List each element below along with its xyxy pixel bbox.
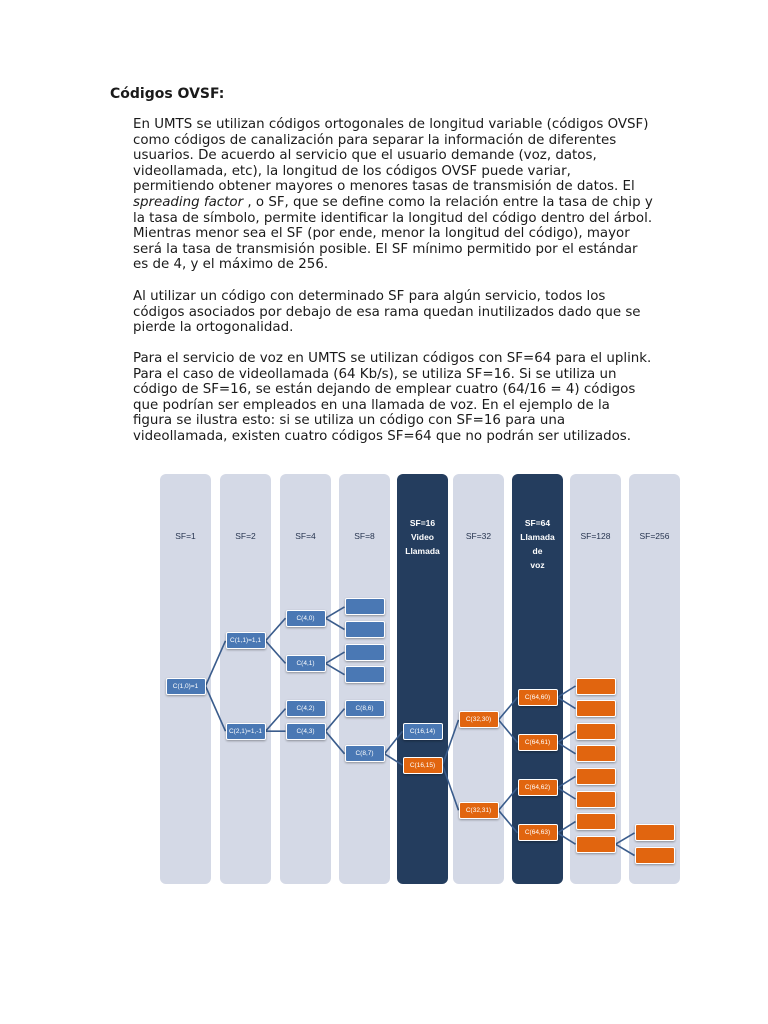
tree-edge — [206, 686, 226, 731]
code-node: C(16,15) — [403, 757, 443, 774]
column-label-line: SF=256 — [639, 531, 670, 541]
column-label-line: SF=8 — [354, 531, 375, 541]
code-node-unlabeled — [576, 745, 616, 762]
code-node: C(1,1)=1,1 — [226, 632, 266, 649]
tree-edge — [558, 822, 576, 833]
tree-edge — [558, 776, 576, 787]
tree-edge — [558, 788, 576, 799]
column-label-line: SF=4 — [295, 531, 316, 541]
code-node-unlabeled — [576, 791, 616, 808]
column-label-line: SF=32 — [465, 531, 492, 541]
tree-edge — [499, 697, 518, 720]
tree-edge — [266, 618, 286, 641]
code-node: C(64,60) — [518, 689, 558, 706]
code-node: C(64,63) — [518, 824, 558, 841]
code-node-unlabeled — [576, 723, 616, 740]
code-node-unlabeled — [345, 621, 385, 638]
tree-edge — [558, 697, 576, 708]
column-label-line: SF=2 — [235, 531, 256, 541]
column-label-line: SF=64 — [524, 518, 551, 528]
tree-edge — [499, 720, 518, 743]
tree-edge — [326, 663, 345, 674]
tree-edge — [206, 641, 226, 686]
paragraph-1-start: En UMTS se utilizan códigos ortogonales de longitud variable (códigos OVSF) como códigos de canalización para separar la información de diferentes usuarios. De acuerdo al servicio que el usuario demande (voz, datos, videollamada, etc), la longitud de los códigos OVSF puede variar, permitiendo obtener mayores o menores tasas de transmisión de datos. El — [133, 117, 649, 195]
tree-edge — [558, 833, 576, 844]
code-node-unlabeled — [345, 644, 385, 661]
code-node-unlabeled — [635, 847, 675, 864]
code-node-unlabeled — [576, 700, 616, 717]
code-node: C(2,1)=1,-1 — [226, 723, 266, 740]
code-node-unlabeled — [635, 824, 675, 841]
code-node: C(32,31) — [459, 802, 499, 819]
code-node: C(8,7) — [345, 745, 385, 762]
tree-edge — [616, 833, 635, 844]
code-node-unlabeled — [576, 768, 616, 785]
tree-edge — [385, 731, 403, 754]
tree-edge — [443, 720, 459, 765]
code-node: C(4,0) — [286, 610, 326, 627]
ovsf-tree-diagram — [160, 474, 680, 884]
code-node-unlabeled — [576, 678, 616, 695]
tree-edge — [499, 788, 518, 811]
tree-edge — [558, 743, 576, 754]
paragraph-1-end: , o SF, que se define como la relación entre la tasa de chip y la tasa de símbolo, permite identificar la longitud del código dentro del árbol. Mientras menor sea el SF (por ende, menor la longitud del código), mayor será la tasa de transmisión posible. El SF mínimo permitido por el estándar es de 4, y el máximo de 256. — [133, 194, 653, 273]
code-node: C(8,6) — [345, 700, 385, 717]
code-node: C(4,3) — [286, 723, 326, 740]
tree-edge — [558, 686, 576, 697]
code-node: C(64,61) — [518, 734, 558, 751]
column-label-line: SF=1 — [175, 531, 196, 541]
code-node-unlabeled — [576, 836, 616, 853]
column-label-line: Video — [411, 532, 434, 542]
code-node: C(64,62) — [518, 779, 558, 796]
tree-edge — [326, 618, 345, 629]
paragraph-3: Para el servicio de voz en UMTS se utilizan códigos con SF=64 para el uplink. Para el caso de videollamada (64 Kb/s), se utiliza SF=16. Si se utiliza un código de SF=16, se están dejando de emplear cuatro (64/16 = 4) códigos que podrían ser empleados en una llamada de voz. En el ejemplo de la figura se ilustra esto: si se utiliza un código con SF=16 para una videollamada, existen cuatro códigos SF=64 que no podrán ser utilizados. — [133, 351, 652, 444]
code-node-unlabeled — [345, 666, 385, 683]
column-label-line: de — [532, 546, 543, 556]
code-node: C(32,30) — [459, 711, 499, 728]
tree-edge — [266, 641, 286, 664]
tree-edge — [266, 709, 286, 732]
tree-edge — [326, 731, 345, 754]
column-label-line: SF=128 — [580, 531, 611, 541]
paragraph-1-italic: spreading factor — [133, 194, 244, 210]
code-node: C(1,0)=1 — [166, 678, 206, 695]
column-label-line: Llamada — [405, 546, 440, 556]
code-node-unlabeled — [576, 813, 616, 830]
tree-edge — [499, 810, 518, 833]
tree-edge — [443, 765, 459, 810]
tree-edge — [385, 754, 403, 765]
tree-edge — [616, 844, 635, 855]
paragraph-2: Al utilizar un código con determinado SF para algún servicio, todos los códigos asociados por debajo de esa rama quedan inutilizados dado que se pierde la ortogonalidad. — [133, 289, 641, 336]
column-label-line: SF=16 — [409, 518, 436, 528]
tree-edge — [326, 709, 345, 732]
column-label-line: voz — [530, 560, 545, 570]
code-node: C(4,1) — [286, 655, 326, 672]
code-node: C(4,2) — [286, 700, 326, 717]
column-label-line: Llamada — [520, 532, 555, 542]
paragraph-1 — [133, 117, 653, 273]
tree-edge — [558, 731, 576, 742]
code-node-unlabeled — [345, 598, 385, 615]
page-title: Códigos OVSF: — [110, 86, 225, 102]
tree-edge — [326, 607, 345, 618]
tree-edge — [326, 652, 345, 663]
code-node: C(16,14) — [403, 723, 443, 740]
